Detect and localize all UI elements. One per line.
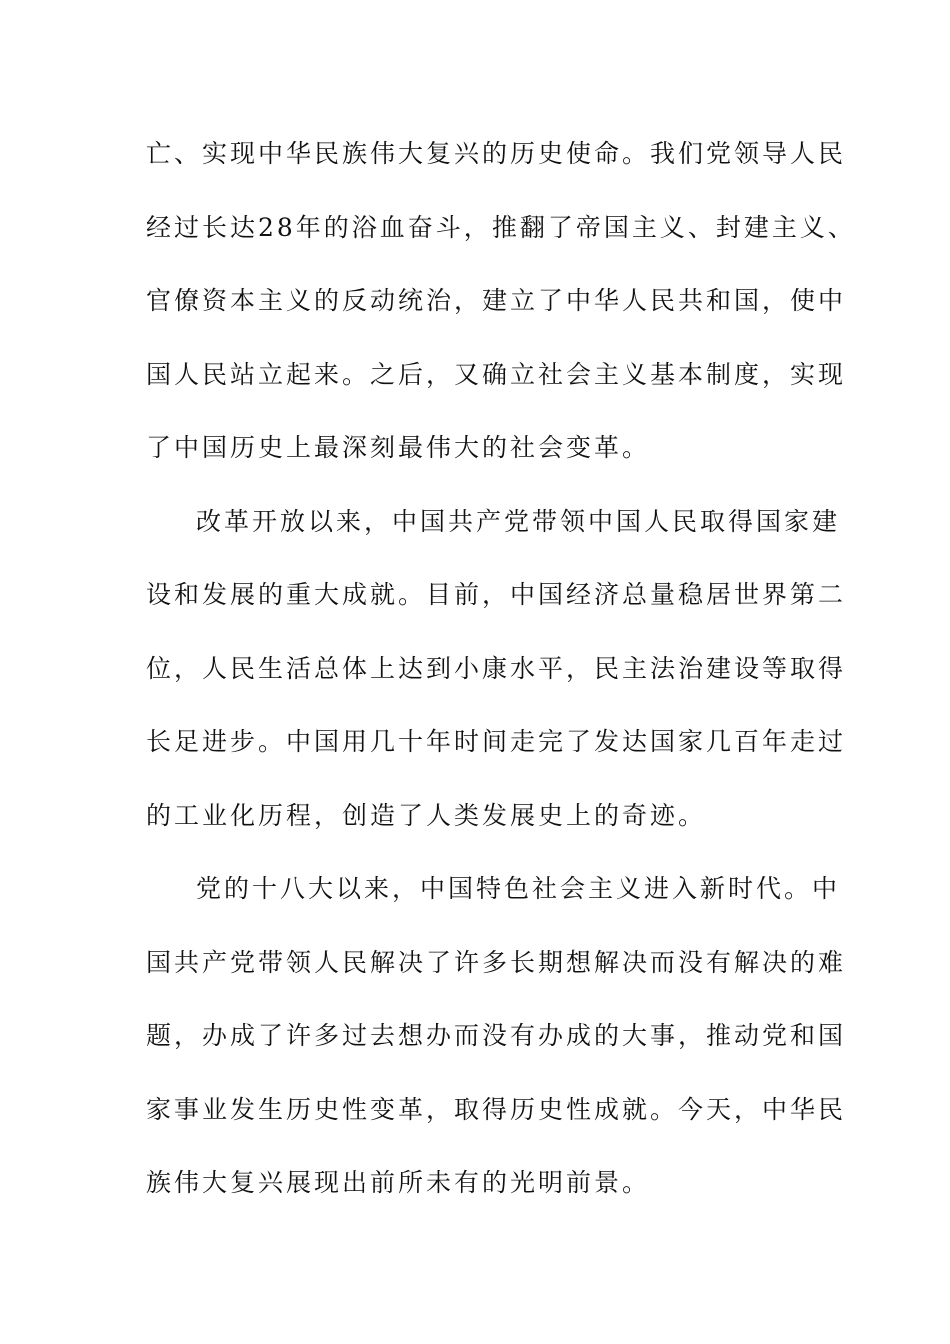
- paragraph-3-line-1: 党的十八大以来，中国特色社会主义进入新时代。中: [196, 874, 841, 903]
- paragraph-2-line-5: 的工业化历程，创造了人类发展史上的奇迹。: [146, 801, 707, 830]
- paragraph-1-line-3: 官僚资本主义的反动统治，建立了中华人民共和国，使中: [146, 286, 847, 315]
- paragraph-2-line-2: 设和发展的重大成就。目前，中国经济总量稳居世界第二: [146, 580, 847, 609]
- paragraph-3-line-4: 家事业发生历史性变革，取得历史性成就。今天，中华民: [146, 1095, 847, 1124]
- paragraph-3-line-2: 国共产党带领人民解决了许多长期想解决而没有解决的难: [146, 948, 847, 977]
- paragraph-3-line-3: 题，办成了许多过去想办而没有办成的大事，推动党和国: [146, 1021, 847, 1050]
- paragraph-1-line-4: 国人民站立起来。之后，又确立社会主义基本制度，实现: [146, 360, 847, 389]
- paragraph-1-line-5: 了中国历史上最深刻最伟大的社会变革。: [146, 433, 651, 462]
- paragraph-1-line-1: 亡、实现中华民族伟大复兴的历史使命。我们党领导人民: [146, 139, 847, 168]
- paragraph-1-line-2: 经过长达28年的浴血奋斗，推翻了帝国主义、封建主义、: [146, 213, 856, 242]
- paragraph-2-line-4: 长足进步。中国用几十年时间走完了发达国家几百年走过: [146, 727, 847, 756]
- paragraph-3-line-5: 族伟大复兴展现出前所未有的光明前景。: [146, 1168, 651, 1197]
- paragraph-2-line-3: 位，人民生活总体上达到小康水平，民主法治建设等取得: [146, 654, 847, 683]
- paragraph-2-line-1: 改革开放以来，中国共产党带领中国人民取得国家建: [196, 507, 841, 536]
